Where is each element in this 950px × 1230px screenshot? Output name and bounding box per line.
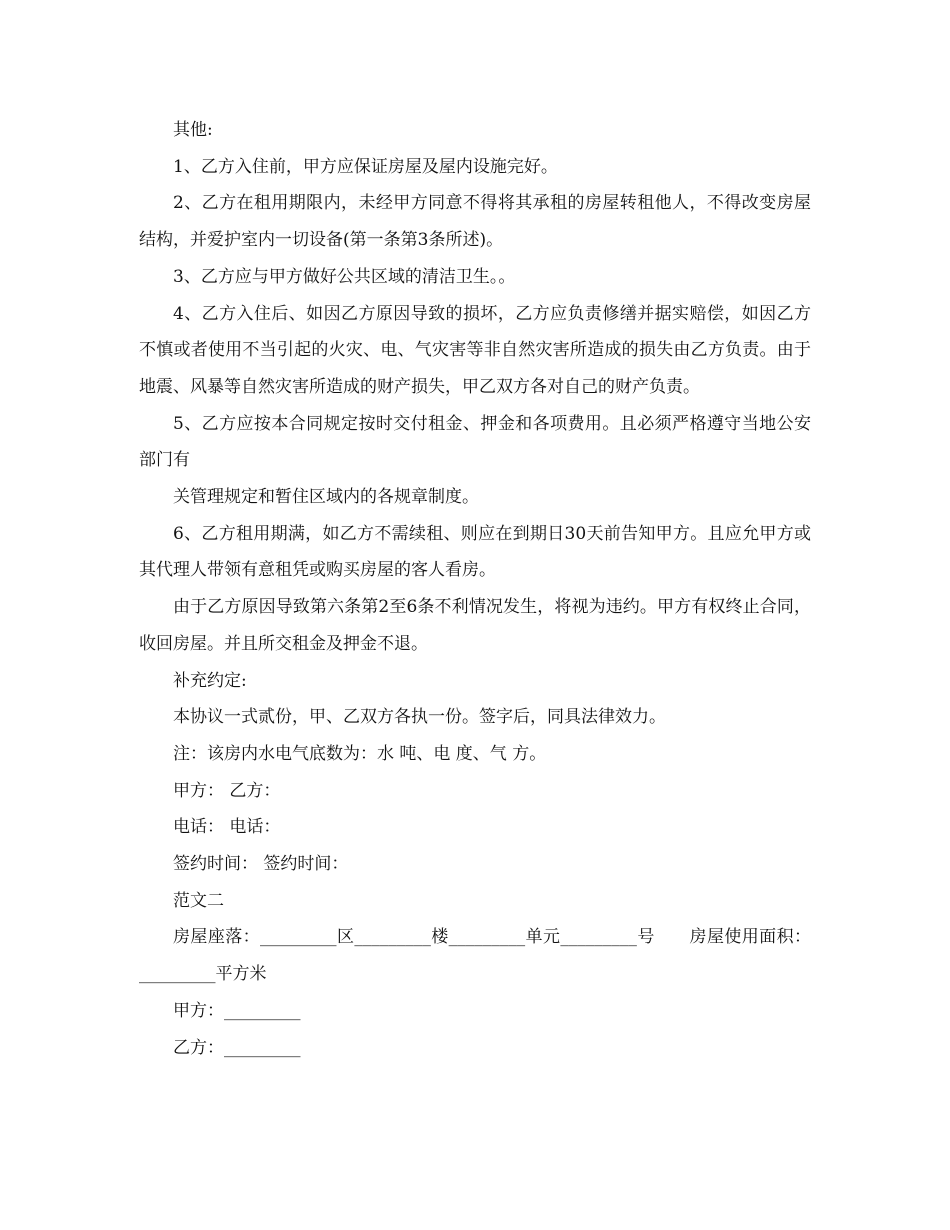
- paragraph-clause-2: 2、乙方在租用期限内，未经甲方同意不得将其承租的房屋转租他人，不得改变房屋结构，并爱护室内一切设备(第一条第3条所述)。: [139, 193, 811, 251]
- paragraph-other-heading: 其他:: [173, 120, 213, 140]
- paragraph-phones: 电话： 电话：: [173, 817, 281, 838]
- paragraph-clause-5-continued: 关管理规定和暂住区域内的各规章制度。: [173, 487, 479, 508]
- paragraph-breach: 由于乙方原因导致第六条第2至6条不利情况发生，将视为违约。甲方有权终止合同，收回房屋。并且所交租金及押金不退。: [139, 597, 811, 654]
- paragraph-meter-note: 注：该房内水电气底数为：水 吨、电 度、气 方。: [173, 743, 547, 764]
- paragraph-supplement-heading: 补充约定:: [173, 670, 247, 691]
- paragraph-clause-5: 5、乙方应按本合同规定按时交付租金、押金和各项费用。且必须严格遵守当地公安部门有: [139, 413, 811, 471]
- paragraph-sign-dates: 签约时间： 签约时间：: [173, 854, 349, 875]
- document-body: [139, 112, 811, 1066]
- paragraph-party-a: 甲方：_________: [173, 1000, 301, 1021]
- paragraph-clause-1: 1、乙方入住前，甲方应保证房屋及屋内设施完好。: [173, 156, 558, 177]
- paragraph-clause-6: 6、乙方租用期满，如乙方不需续租、则应在到期日30天前告知甲方。且应允甲方或其代理人带领有意租凭或购买房屋的客人看房。: [139, 523, 811, 581]
- paragraph-parties: 甲方： 乙方：: [173, 780, 281, 801]
- paragraph-property-location: 房屋座落：_________区_________楼_________单元_________号 房屋使用面积：_________平方米: [139, 927, 811, 985]
- paragraph-clause-4: 4、乙方入住后、如因乙方原因导致的损坏，乙方应负责修缮并据实赔偿，如因乙方不慎或者使用不当引起的火灾、电、气灾害等非自然灾害所造成的损失由乙方负责。由于地震、风暴等自然灾害所造成的财产损失，甲乙双方各对自己的财产负责。: [139, 303, 811, 397]
- paragraph-sample-two-heading: 范文二: [173, 890, 224, 911]
- paragraph-copies: 本协议一式贰份，甲、乙双方各执一份。签字后，同具法律效力。: [173, 707, 666, 728]
- paragraph-party-b: 乙方：_________: [173, 1037, 301, 1058]
- paragraph-clause-3: 3、乙方应与甲方做好公共区域的清洁卫生。。: [173, 266, 516, 287]
